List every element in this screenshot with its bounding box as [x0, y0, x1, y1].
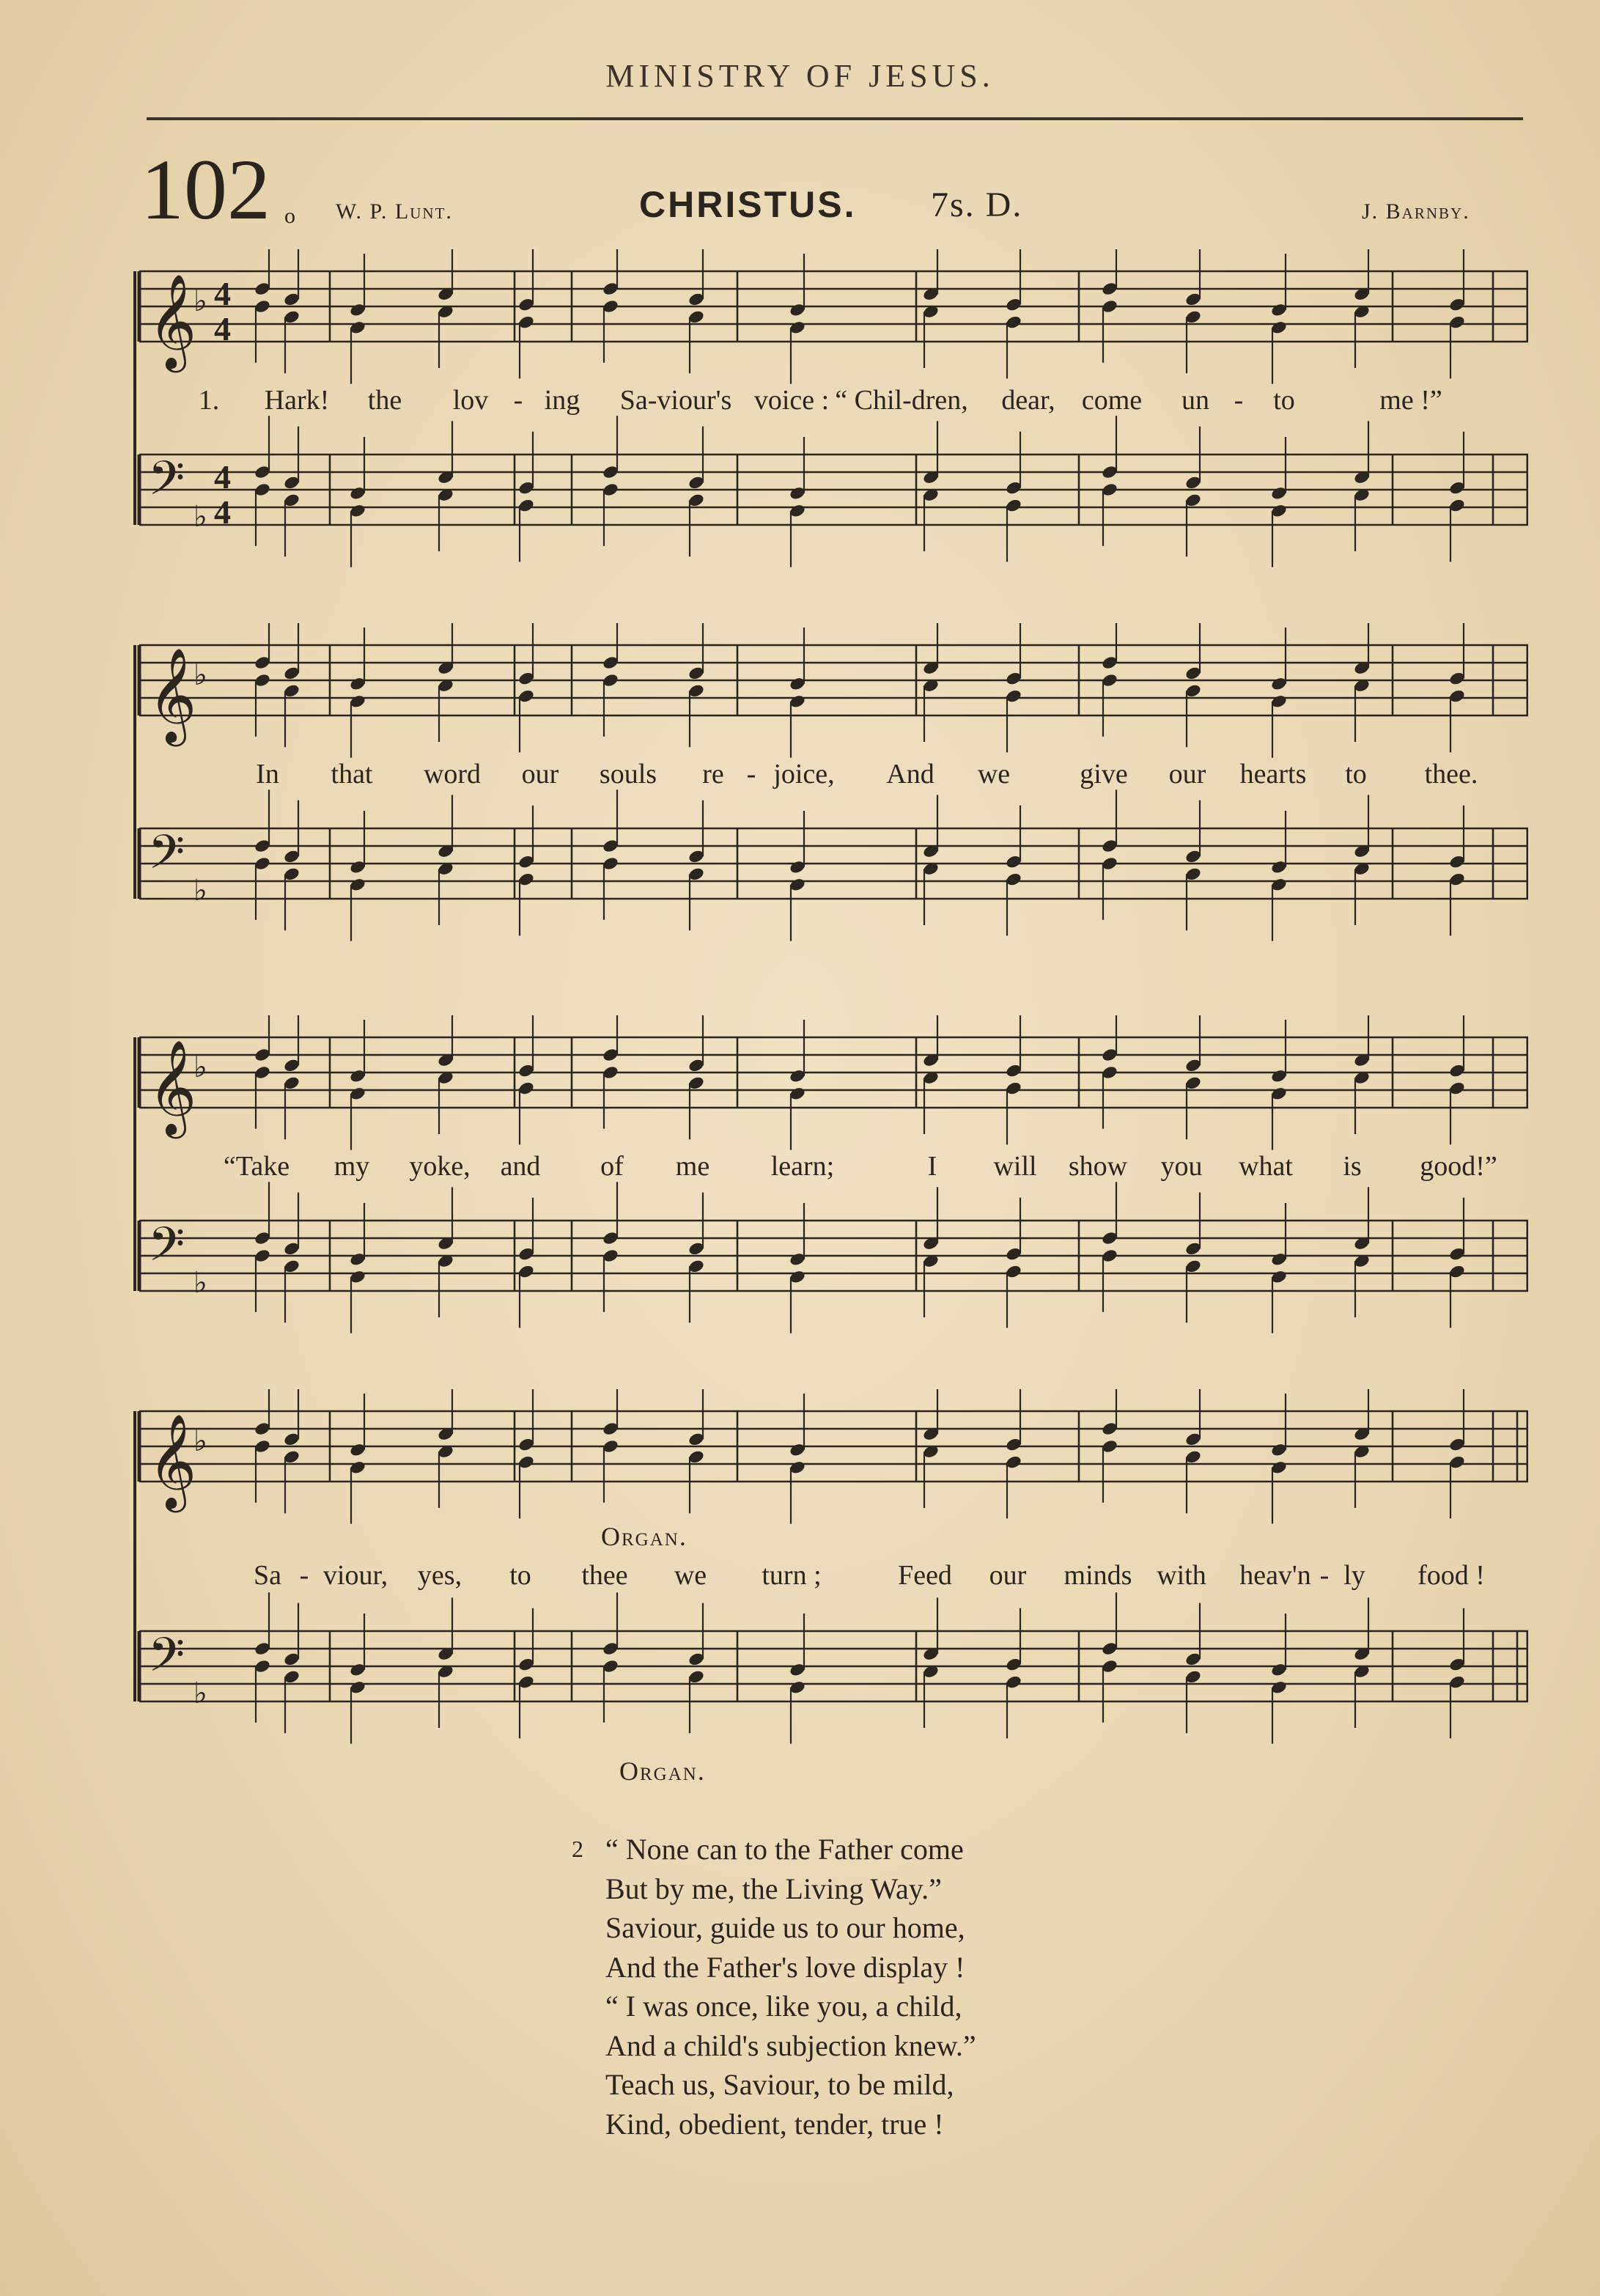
lyrics-line [132, 1559, 1528, 1603]
hymn-composer: J. Barnby. [1362, 199, 1470, 224]
hymn-author: W. P. Lunt. [336, 199, 453, 224]
flat-icon: ♭ [193, 500, 207, 534]
stanza-line: Kind, obedient, tender, true ! [605, 2107, 944, 2141]
lyric-syllable: yes, [417, 1560, 462, 1591]
lyric-syllable: we [977, 759, 1011, 790]
lyric-syllable: our [521, 759, 559, 790]
lyrics-line [132, 1150, 1528, 1194]
lyric-syllable: our [1168, 759, 1206, 790]
lyric-syllable: my [333, 1151, 370, 1182]
lyric-syllable: is [1343, 1151, 1362, 1182]
bass-clef-icon: 𝄢 [148, 452, 185, 518]
lyric-syllable: minds [1063, 1560, 1132, 1591]
lyric-syllable: - [1234, 385, 1244, 416]
lyric-syllable: lov [452, 385, 489, 416]
lyrics-line [132, 384, 1528, 428]
lyric-syllable: learn; [770, 1151, 835, 1182]
lyric-syllable: Sa-viour's [619, 385, 732, 416]
time-signature: 4 [214, 458, 231, 496]
lyric-syllable: me [675, 1151, 710, 1182]
hymn-meter: 7s. D. [931, 185, 1023, 224]
time-signature: 4 [214, 493, 231, 531]
lyric-syllable: And [886, 759, 934, 790]
lyric-syllable: 1. [198, 385, 220, 416]
lyric-syllable: to [1273, 385, 1295, 416]
hymn-number-ornament: o [284, 204, 295, 228]
treble-clef-icon: 𝄞 [148, 1413, 197, 1509]
lyric-syllable: I [927, 1151, 937, 1182]
stanza-line: “ None can to the Father come [605, 1833, 964, 1866]
flat-icon: ♭ [193, 1677, 207, 1710]
lyric-syllable: give [1080, 759, 1128, 790]
lyric-syllable: Hark! [264, 385, 330, 416]
stanza-line: And the Father's love display ! [605, 1950, 965, 1984]
lyric-syllable: of [600, 1151, 624, 1182]
lyric-syllable: good!” [1420, 1151, 1497, 1182]
stanza-2 [572, 1830, 976, 2144]
lyric-syllable: - [746, 759, 756, 790]
lyric-syllable: ing [544, 385, 580, 416]
lyric-syllable: the [367, 385, 402, 416]
header-rule [147, 117, 1523, 120]
music-system-1 [132, 249, 1528, 572]
music-system-3 [132, 1015, 1528, 1338]
lyric-syllable: show [1068, 1151, 1128, 1182]
lyric-syllable: will [993, 1151, 1037, 1182]
music-system-4 [132, 1389, 1528, 1800]
lyric-syllable: voice : [753, 385, 830, 416]
lyric-syllable: - [1319, 1560, 1330, 1591]
lyric-syllable: un [1181, 385, 1209, 416]
organ-label-bass: Organ. [619, 1756, 706, 1786]
lyric-syllable: to [509, 1560, 531, 1591]
time-signature: 4 [214, 310, 231, 347]
stanza-line: Saviour, guide us to our home, [605, 1911, 965, 1944]
flat-icon: ♭ [193, 658, 207, 692]
lyric-syllable: our [989, 1560, 1027, 1591]
lyric-syllable: with [1157, 1560, 1206, 1591]
flat-icon: ♭ [193, 874, 207, 908]
lyric-syllable: In [256, 759, 279, 790]
lyric-syllable: dear, [1001, 385, 1055, 416]
flat-icon: ♭ [193, 1266, 207, 1300]
bass-clef-icon: 𝄢 [148, 1218, 185, 1284]
lyric-syllable: souls [599, 759, 657, 790]
lyric-syllable: word [423, 759, 482, 790]
treble-clef-icon: 𝄞 [148, 647, 197, 743]
lyrics-line [132, 758, 1528, 802]
lyric-syllable: come [1081, 385, 1143, 416]
flat-icon: ♭ [193, 1424, 207, 1458]
lyric-syllable: “ Chil-dren, [835, 385, 968, 416]
lyric-syllable: - [299, 1560, 309, 1591]
lyric-syllable: turn ; [762, 1560, 822, 1591]
lyric-syllable: Feed [898, 1560, 952, 1591]
lyric-syllable: thee [581, 1560, 628, 1591]
flat-icon: ♭ [193, 1051, 207, 1084]
stanza-number: 2 [572, 1836, 583, 1862]
tune-name: CHRISTUS. [639, 184, 857, 225]
bass-clef-icon: 𝄢 [148, 825, 185, 892]
lyric-syllable: hearts [1239, 759, 1307, 790]
lyric-syllable: joice, [773, 759, 835, 790]
lyric-syllable: you [1160, 1151, 1203, 1182]
lyric-syllable: me !” [1379, 385, 1442, 416]
stanza-line: Teach us, Saviour, to be mild, [605, 2068, 954, 2101]
bass-clef-icon: 𝄢 [148, 1628, 185, 1695]
stanza-line: But by me, the Living Way.” [605, 1872, 942, 1905]
stanza-line: “ I was once, like you, a child, [605, 1990, 962, 2023]
lyric-syllable: re [702, 759, 724, 790]
lyric-syllable: and [500, 1151, 541, 1182]
lyric-syllable: yoke, [409, 1151, 471, 1182]
organ-label-treble: Organ. [601, 1522, 687, 1551]
treble-clef-icon: 𝄞 [148, 1040, 197, 1135]
time-signature: 4 [214, 275, 231, 312]
lyric-syllable: that [331, 759, 373, 790]
page-header: MINISTRY OF JESUS. [605, 58, 995, 94]
lyric-syllable: what [1239, 1151, 1293, 1182]
lyric-syllable: “Take [223, 1151, 290, 1182]
lyric-syllable: viour, [322, 1560, 388, 1591]
hymn-number: 102 [141, 141, 270, 238]
lyric-syllable: Sa [254, 1560, 281, 1591]
lyric-syllable: heav'n [1239, 1560, 1311, 1591]
treble-clef-icon: 𝄞 [148, 273, 197, 369]
lyric-syllable: ly [1343, 1560, 1365, 1591]
lyric-syllable: - [513, 385, 523, 416]
stanza-line: And a child's subjection knew.” [605, 2028, 976, 2062]
lyric-syllable: we [674, 1560, 707, 1591]
lyric-syllable: food ! [1417, 1560, 1485, 1591]
flat-icon: ♭ [193, 284, 207, 318]
lyric-syllable: to [1345, 759, 1367, 790]
music-system-2 [132, 623, 1528, 946]
lyric-syllable: thee. [1424, 759, 1478, 790]
